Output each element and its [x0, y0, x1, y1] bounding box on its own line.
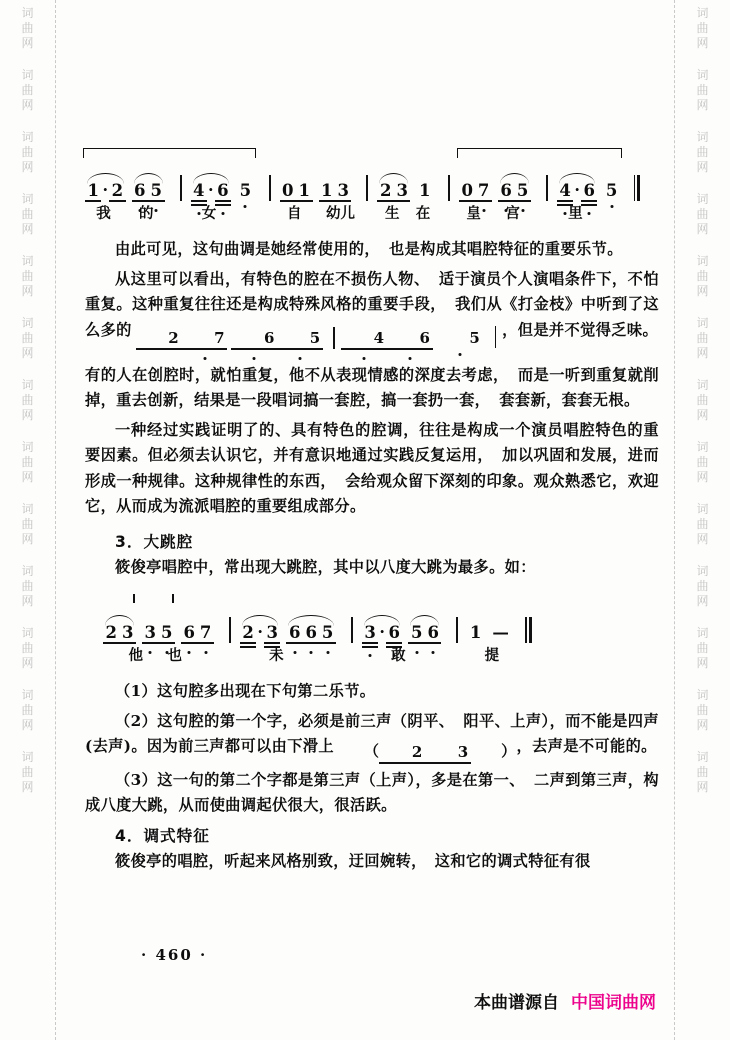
- watermark-char: 词: [696, 192, 709, 206]
- note: 1: [296, 182, 312, 199]
- watermark-char: 词: [21, 316, 34, 330]
- watermark-group: [21, 192, 33, 237]
- note: 5: [603, 182, 619, 199]
- lyric-char: 他: [128, 647, 143, 664]
- watermark-char: 曲: [696, 517, 709, 531]
- watermark-char: 曲: [696, 579, 709, 593]
- watermark-char: 网: [21, 36, 34, 50]
- paragraph-9: 筱俊亭的唱腔，听起来风格别致，迂回婉转， 这和它的调式特征有很: [115, 851, 591, 870]
- page-body: [56, 0, 674, 1040]
- watermark-char: 曲: [21, 83, 34, 97]
- watermark-char: 曲: [696, 207, 709, 221]
- note: 3: [119, 624, 135, 641]
- phrase-tick: [133, 594, 135, 603]
- lyric-char: 生: [384, 205, 400, 222]
- lyric-char: 幼儿: [326, 205, 355, 222]
- watermark-char: 词: [696, 254, 709, 268]
- note-group: [136, 330, 228, 351]
- note: 6: [286, 624, 302, 641]
- note: 1: [85, 182, 101, 199]
- note: 2: [377, 182, 393, 199]
- note: 0: [280, 182, 296, 199]
- paragraph-4-part-b: 加以巩固和发展，进而形成一种规律。这种规律性的东西，: [85, 446, 660, 490]
- slur-arc: [410, 615, 439, 626]
- note-group: [341, 330, 433, 351]
- lyric-char: 女: [201, 205, 217, 222]
- paragraph-1-part-b: 也是构成其唱腔特征的重要乐节。: [389, 240, 623, 258]
- watermark-group: [696, 626, 708, 671]
- watermark-group: [696, 502, 708, 547]
- note-group: [319, 182, 352, 204]
- watermark-char: 网: [696, 284, 709, 298]
- watermark-char: 曲: [21, 393, 34, 407]
- watermark-group: [21, 440, 33, 485]
- lyric-char: 未: [269, 647, 284, 664]
- paragraph-2-part-c: 我们从《打金枝》中听到了这么多的: [85, 295, 659, 339]
- note-group: [280, 182, 313, 204]
- watermark-char: 网: [696, 98, 709, 112]
- paragraph-3-part-b: 而是一听到重复就削掉，重去创新，结果是一段唱词搞一套腔，搞一套扔一套，: [85, 365, 659, 409]
- paragraph-2: [85, 267, 659, 349]
- note: 3: [264, 624, 280, 641]
- watermark-char: 网: [696, 594, 709, 608]
- watermark-char: 词: [696, 502, 709, 516]
- watermark-group: [696, 440, 708, 485]
- watermark-group: [696, 6, 708, 51]
- watermark-group: [696, 564, 708, 609]
- octave-dot: [408, 357, 411, 360]
- watermark-char: 词: [21, 688, 34, 702]
- watermark-group: [696, 192, 708, 237]
- lyric-char: 在: [415, 205, 431, 222]
- paragraph-2-part-a: 从这里可以看出，有特色的腔在不损伤人物、: [115, 269, 430, 288]
- watermark-char: 网: [21, 222, 34, 236]
- watermark-char: 网: [21, 780, 34, 794]
- slur-arc: [193, 173, 230, 184]
- watermark-char: 曲: [21, 207, 34, 221]
- note-group: [237, 182, 253, 204]
- paragraph-4-part-c: 会给观众留下深刻的印象。观众熟悉它，欢迎它，从而成为流派唱腔的重要组成部分。: [85, 471, 659, 515]
- watermark-char: 曲: [696, 765, 709, 779]
- inline-paren-open: （: [363, 742, 380, 760]
- lyric-row: [85, 204, 659, 228]
- note-group: [498, 182, 531, 204]
- note-group: [408, 624, 441, 646]
- watermark-group: [696, 130, 708, 175]
- watermark-char: 词: [21, 6, 34, 20]
- note: 5: [237, 182, 253, 199]
- note: 6: [231, 330, 277, 347]
- watermark-char: 曲: [21, 703, 34, 717]
- watermark-char: 词: [21, 440, 34, 454]
- watermark-char: 曲: [696, 269, 709, 283]
- barline: [351, 617, 353, 643]
- lyric-char: 也: [167, 647, 182, 664]
- note-group: [603, 182, 619, 204]
- page-content: [85, 150, 659, 874]
- watermark-char: 网: [696, 532, 709, 546]
- watermark-char: 网: [21, 470, 34, 484]
- paragraph-7-part-b: 阳平、上声），而不能是四声(去声)。因为前三声都可以由下滑上: [85, 711, 659, 755]
- note-group: [240, 624, 281, 646]
- octave-dot: [363, 357, 366, 360]
- dotted-rhythm-dot: ·: [208, 180, 214, 199]
- note: 2: [103, 624, 119, 641]
- watermark-char: 网: [21, 346, 34, 360]
- paragraph-1-part-a: 由此可见，这句曲调是她经常使用的，: [115, 240, 380, 258]
- note-group: [557, 182, 598, 204]
- paragraph-8: [85, 768, 659, 819]
- slur-arc: [134, 173, 163, 184]
- paragraph-7: [85, 709, 659, 764]
- watermark-char: 词: [696, 378, 709, 392]
- note: 5: [319, 624, 335, 641]
- watermark-char: 曲: [21, 331, 34, 345]
- music-notation-block-2: [85, 594, 659, 670]
- note-row: [103, 606, 659, 646]
- note: 5: [514, 182, 530, 199]
- note: 5: [437, 330, 483, 347]
- note: 6: [303, 624, 319, 641]
- watermark-char: 曲: [21, 145, 34, 159]
- watermark-char: 网: [21, 160, 34, 174]
- note: 7: [475, 182, 491, 199]
- note-group: [362, 624, 403, 646]
- note-group: [437, 330, 483, 351]
- note: 3: [425, 744, 471, 761]
- watermark-char: 网: [21, 284, 34, 298]
- note: 6: [425, 624, 441, 641]
- lyric-char: 宫: [505, 205, 520, 222]
- watermark-char: 曲: [21, 579, 34, 593]
- note: 6: [498, 182, 514, 199]
- barline: [229, 617, 231, 643]
- note-group: [467, 624, 483, 646]
- watermark-char: 网: [696, 222, 709, 236]
- source-site-label: 中国词曲网: [571, 993, 656, 1013]
- watermark-char: 词: [696, 440, 709, 454]
- source-watermark: [474, 988, 656, 1013]
- barline: [333, 327, 335, 349]
- watermark-group: [696, 254, 708, 299]
- watermark-char: 词: [21, 130, 34, 144]
- note: 2: [109, 182, 125, 199]
- watermark-group: [21, 626, 33, 671]
- note: 4: [341, 330, 387, 347]
- note: 2: [136, 330, 182, 347]
- watermark-char: 词: [696, 626, 709, 640]
- watermark-char: 曲: [21, 21, 34, 35]
- watermark-char: 词: [21, 750, 34, 764]
- inline-end-barline: [495, 326, 499, 348]
- phrase-bracket: [83, 148, 256, 158]
- lyric-char: 提: [484, 647, 500, 664]
- watermark-group: [696, 68, 708, 113]
- watermark-char: 曲: [21, 269, 34, 283]
- watermark-group: [21, 750, 33, 795]
- page-number: · 460 ·: [141, 946, 208, 964]
- paragraph-5: 筱俊亭唱腔中，常出现大跳腔，其中以八度大跳为最多。如：: [115, 557, 536, 576]
- note-group: [490, 624, 512, 646]
- note: 4: [191, 182, 207, 199]
- note: 6: [386, 624, 402, 641]
- note-group: [459, 182, 492, 204]
- watermark-char: 词: [696, 316, 709, 330]
- paragraph-6: （1）这句腔多出现在下句第二乐节。: [115, 682, 376, 700]
- watermark-group: [696, 316, 708, 361]
- lyric-char: 自: [287, 205, 302, 222]
- octave-dot: [253, 357, 256, 360]
- paragraph-8-part-a: （3）这一句的第二个字都是第三声（上声），多是在第一、: [115, 770, 525, 789]
- watermark-char: 网: [21, 532, 34, 546]
- watermark-char: 曲: [696, 331, 709, 345]
- note-group: [377, 182, 410, 204]
- slur-arc: [500, 173, 529, 184]
- paragraph-4-part-a: 一种经过实践证明了的、具有特色的腔调，往往是构成一个演员唱腔特色的重要因素。但必须去认识它，并有意识地通过实践反复运用，: [85, 420, 659, 464]
- lyric-char: 我: [96, 205, 111, 222]
- watermark-char: 网: [696, 780, 709, 794]
- slur-arc: [559, 173, 596, 184]
- watermark-char: 网: [21, 408, 34, 422]
- dotted-rhythm-dot: ·: [379, 622, 385, 641]
- note-row: [85, 164, 659, 204]
- note-group: [231, 330, 323, 351]
- note: 5: [408, 624, 424, 641]
- watermark-char: 词: [21, 192, 34, 206]
- note-group: [142, 624, 175, 646]
- note: 1: [418, 181, 431, 200]
- note-group: [191, 182, 232, 204]
- note: 3: [335, 182, 351, 199]
- watermark-char: 曲: [696, 641, 709, 655]
- barline: [448, 175, 450, 201]
- note: 3: [394, 182, 410, 199]
- note: 5: [148, 182, 164, 199]
- barline: [546, 175, 548, 201]
- note: 7: [182, 330, 228, 347]
- paragraph-7-part-a: （2）这句腔的第一个字，必须是前三声（阴平、: [115, 711, 455, 730]
- note: 5: [277, 330, 323, 347]
- paragraph-3: [85, 363, 659, 414]
- watermark-char: 曲: [21, 517, 34, 531]
- watermark-group: [21, 316, 33, 361]
- left-watermark-column: [0, 0, 56, 1040]
- watermark-char: 网: [696, 408, 709, 422]
- note: 5: [158, 624, 174, 641]
- watermark-char: 词: [696, 6, 709, 20]
- dotted-rhythm-dot: ·: [257, 622, 263, 641]
- note: 4: [557, 182, 573, 199]
- watermark-group: [696, 688, 708, 733]
- watermark-char: 词: [21, 502, 34, 516]
- heading-diao-shi-te-zheng: 4．调式特征: [115, 826, 210, 845]
- slur-arc: [242, 615, 279, 626]
- dotted-rhythm-dot: ·: [102, 180, 109, 199]
- octave-dot: [458, 353, 461, 356]
- note: 6: [215, 182, 231, 199]
- music-notation-block-1: [85, 150, 659, 228]
- watermark-group: [696, 378, 708, 423]
- note: —: [492, 623, 509, 642]
- octave-dot: [299, 357, 302, 360]
- watermark-group: [21, 378, 33, 423]
- note: 6: [132, 182, 148, 199]
- note-group: [181, 624, 214, 646]
- phrase-tick: [172, 594, 174, 603]
- note: 6: [581, 182, 597, 199]
- slur-arc: [364, 615, 401, 626]
- heading-da-tiao-qiang: 3．大跳腔: [115, 532, 194, 551]
- watermark-group: [21, 688, 33, 733]
- watermark-char: 曲: [696, 393, 709, 407]
- paragraph-2-part-d: ，但是并不觉得乏味。: [502, 320, 659, 339]
- watermark-char: 词: [21, 626, 34, 640]
- watermark-char: 词: [696, 750, 709, 764]
- watermark-group: [21, 6, 33, 51]
- note-group: [286, 624, 335, 646]
- slur-arc: [379, 173, 408, 184]
- watermark-char: 曲: [696, 83, 709, 97]
- watermark-group: [21, 254, 33, 299]
- final-barline: [525, 617, 534, 643]
- watermark-char: 曲: [21, 641, 34, 655]
- final-barline: [634, 175, 643, 201]
- inline-paren-close: ）: [501, 742, 517, 760]
- lyric-row: [103, 646, 659, 670]
- note-group: [103, 624, 136, 646]
- note-group: [132, 182, 165, 204]
- paragraph-3-part-c: 套套新，套套无根。: [499, 391, 640, 409]
- note: 0: [459, 182, 475, 199]
- paragraph-8-part-b: 二声到第三声，构成八度大跳，从而使曲调起伏很大，很活跃。: [85, 770, 659, 814]
- paragraph-3-part-a: 有的人在创腔时，就怕重复，他不从表现情感的深度去考虑，: [85, 365, 509, 384]
- watermark-char: 词: [696, 564, 709, 578]
- watermark-char: 曲: [696, 703, 709, 717]
- watermark-char: 网: [21, 594, 34, 608]
- barline: [366, 175, 368, 201]
- watermark-char: 网: [696, 470, 709, 484]
- note: 6: [387, 330, 433, 347]
- watermark-char: 网: [696, 346, 709, 360]
- slur-arc: [288, 615, 333, 626]
- paragraph-1: [85, 237, 659, 263]
- watermark-char: 词: [21, 564, 34, 578]
- barline: [269, 175, 271, 201]
- watermark-char: 词: [696, 130, 709, 144]
- dotted-rhythm-dot: ·: [574, 180, 580, 199]
- watermark-char: 曲: [21, 455, 34, 469]
- watermark-group: [21, 502, 33, 547]
- watermark-char: 词: [21, 68, 34, 82]
- note-group: [85, 182, 126, 204]
- watermark-char: 网: [696, 718, 709, 732]
- note: 2: [240, 624, 256, 641]
- watermark-group: [21, 68, 33, 113]
- note: 3: [142, 624, 158, 641]
- watermark-char: 曲: [696, 455, 709, 469]
- lyric-char: 敢: [391, 647, 406, 664]
- note: 6: [181, 624, 197, 641]
- watermark-group: [21, 564, 33, 609]
- watermark-char: 网: [21, 98, 34, 112]
- watermark-char: 词: [696, 688, 709, 702]
- barline: [180, 175, 182, 201]
- watermark-char: 曲: [696, 21, 709, 35]
- note: 3: [362, 624, 378, 641]
- inline-music-notation-1: [136, 326, 498, 351]
- slur-arc: [87, 173, 124, 184]
- watermark-char: 网: [21, 718, 34, 732]
- watermark-char: 词: [21, 378, 34, 392]
- note: 7: [197, 624, 213, 641]
- watermark-char: 网: [696, 656, 709, 670]
- slur-arc: [105, 615, 134, 626]
- right-watermark-column: [674, 0, 730, 1040]
- lyric-char: 的: [139, 205, 154, 222]
- watermark-group: [21, 130, 33, 175]
- lyric-char: 皇: [466, 205, 481, 222]
- barline: [456, 617, 458, 643]
- watermark-char: 网: [21, 656, 34, 670]
- watermark-char: 词: [21, 254, 34, 268]
- paragraph-7-part-c: ，去声是不可能的。: [516, 737, 657, 755]
- note-group: [416, 182, 432, 204]
- watermark-char: 曲: [21, 765, 34, 779]
- note: 2: [379, 744, 425, 761]
- octave-dot: [203, 357, 206, 360]
- note: 1: [319, 182, 335, 199]
- note-group: [379, 744, 471, 765]
- lyric-char: 里: [568, 205, 583, 222]
- paragraph-4: [85, 418, 659, 520]
- watermark-group: [696, 750, 708, 795]
- phrase-bracket: [457, 148, 622, 158]
- inline-music-notation-2: [334, 739, 517, 765]
- watermark-char: 曲: [696, 145, 709, 159]
- watermark-char: 网: [696, 160, 709, 174]
- watermark-char: 网: [696, 36, 709, 50]
- watermark-char: 词: [696, 68, 709, 82]
- source-prefix-label: 本曲谱源自: [474, 993, 559, 1013]
- paragraph-2-part-b: 适于演员个人演唱条件下，不怕重复。这种重复往往还是构成特殊风格的重要手段，: [85, 269, 659, 313]
- note: 1: [469, 623, 482, 642]
